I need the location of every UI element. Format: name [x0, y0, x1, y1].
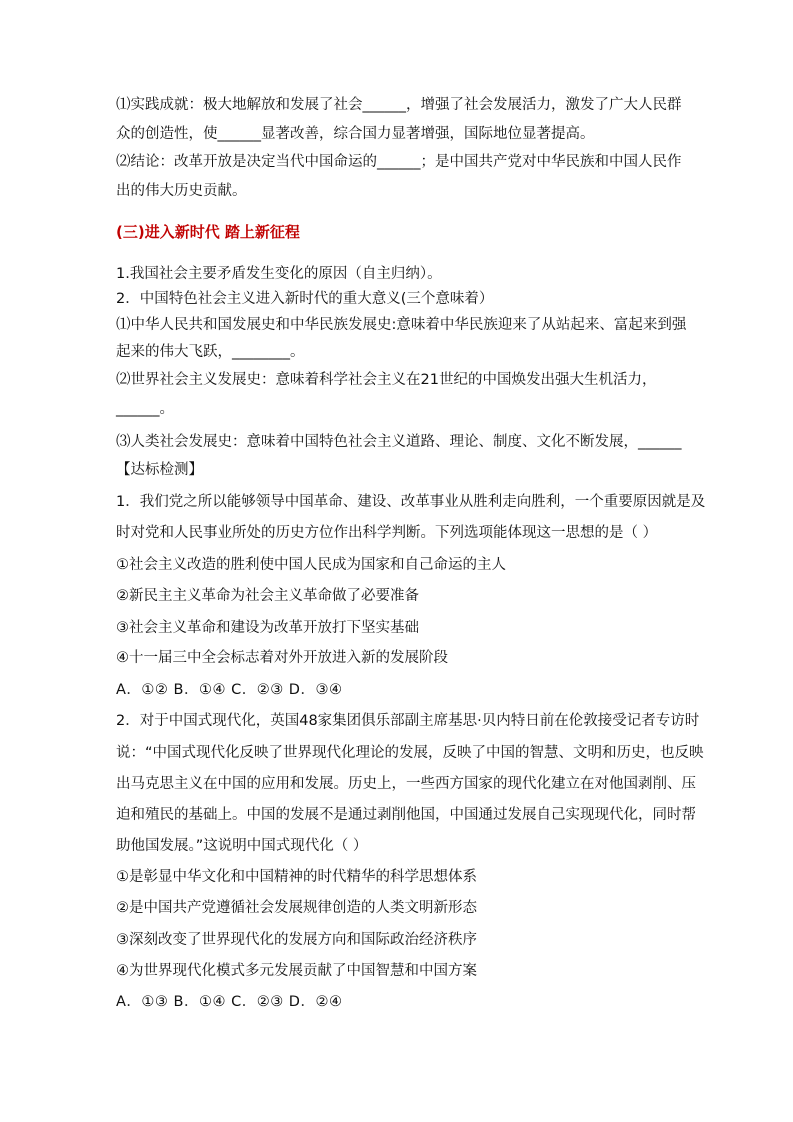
question-1-option-1: ①社会主义改造的胜利使中国人民成为国家和自己命运的主人: [116, 557, 506, 573]
significance-3-line-1: ⑶人类社会发展史：意味着中国特色社会主义道路、理论、制度、文化不断发展，______: [116, 434, 682, 450]
significance-1-line-1: ⑴中华人民共和国发展史和中华民族发展史:意味着中华民族迎来了从站起来、富起来到强: [116, 317, 687, 333]
question-2-option-4: ④为世界现代化模式多元发展贡献了中国智慧和中国方案: [116, 963, 477, 979]
question-1-stem-line-1: 1．我们党之所以能够领导中国革命、建设、改革事业从胜利走向胜利，一个重要原因就是及: [116, 494, 706, 510]
question-2-stem-line-4: 迫和殖民的基础上。中国的发展不是通过剥削他国，中国通过发展自己实现现代化，同时帮: [116, 807, 696, 823]
significance-2-line-1: ⑵世界社会主义发展史：意味着科学社会主义在21世纪的中国焕发出强大生机活力，: [116, 372, 657, 388]
question-1-option-2: ②新民主主义革命为社会主义革命做了必要准备: [116, 588, 419, 604]
question-2-option-1: ①是彰显中华文化和中国精神的时代精华的科学思想体系: [116, 869, 477, 885]
assessment-heading: 【达标检测】: [116, 462, 203, 478]
practice-achievement-line-1: ⑴实践成就：极大地解放和发展了社会______，增强了社会发展活力，激发了广大人民群: [116, 97, 682, 113]
question-1-stem-line-2: 时对党和人民事业所处的历史方位作出科学判断。下列选项能体现这一思想的是（ ）: [116, 525, 658, 541]
question-2-stem-line-5: 助他国发展。”这说明中国式现代化（ ）: [116, 838, 368, 854]
question-1-option-3: ③社会主义革命和建设为改革开放打下坚实基础: [116, 620, 419, 636]
question-2-stem-line-1: 2．对于中国式现代化，英国48家集团俱乐部副主席基思·贝内特日前在伦敦接受记者专访时: [116, 713, 700, 729]
question-2-answer-choices: A．①③ B．①④ C．②③ D．②④: [116, 994, 343, 1010]
conclusion-line-2: 出的伟大历史贡献。: [116, 183, 247, 199]
conclusion-line-1: ⑵结论：改革开放是决定当代中国命运的______；是中国共产党对中华民族和中国人民作: [116, 154, 682, 170]
section-heading-new-era: (三)进入新时代 踏上新征程: [116, 223, 300, 241]
question-2-option-2: ②是中国共产党遵循社会发展规律创造的人类文明新形态: [116, 900, 477, 916]
question-1-option-4: ④十一届三中全会标志着对外开放进入新的发展阶段: [116, 650, 448, 666]
question-2-stem-line-3: 出马克思主义在中国的应用和发展。历史上，一些西方国家的现代化建立在对他国剥削、压: [116, 776, 696, 792]
item-1: 1.我国社会主要矛盾发生变化的原因（自主归纳）。: [116, 266, 442, 282]
item-2: 2．中国特色社会主义进入新时代的重大意义(三个意味着）: [116, 291, 494, 307]
question-2-stem-line-2: 说：“中国式现代化反映了世界现代化理论的发展，反映了中国的智慧、文明和历史，也反映: [116, 745, 704, 761]
practice-achievement-line-2: 众的创造性，使______显著改善，综合国力显著增强，国际地位显著提高。: [116, 126, 595, 142]
question-1-answer-choices: A．①② B．①④ C．②③ D．③④: [116, 682, 343, 698]
significance-2-line-2: ______。: [116, 401, 174, 417]
question-2-option-3: ③深刻改变了世界现代化的发展方向和国际政治经济秩序: [116, 932, 477, 948]
significance-1-line-2: 起来的伟大飞跃，________。: [116, 344, 305, 360]
